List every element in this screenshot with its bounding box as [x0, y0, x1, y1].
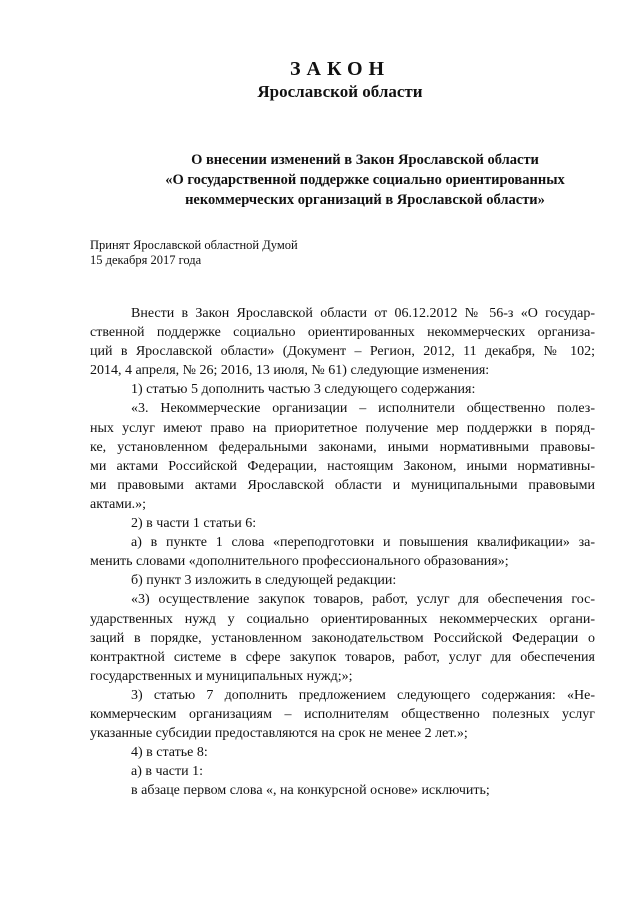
- adoption-body: Принят Ярославской областной Думой: [90, 238, 298, 252]
- law-heading: ЗАКОН: [289, 58, 391, 80]
- region-heading: Ярославской области: [257, 82, 423, 101]
- body-line: ми актами Российской Федерации, настоящим Законом, иными нормативны-: [90, 458, 595, 474]
- adoption-date: 15 декабря 2017 года: [90, 253, 202, 267]
- body-line: государственных и муниципальных нужд;»;: [90, 668, 353, 684]
- body-line: указанные субсидии предоставляются на срок не менее 2 лет.»;: [90, 726, 468, 742]
- adoption-note: [90, 238, 298, 268]
- body-line: 4) в статье 8:: [131, 745, 208, 761]
- body-line: в абзаце первом слова «, на конкурсной основе» исключить;: [131, 783, 490, 799]
- law-title-line: некоммерческих организаций в Ярославской области»: [185, 192, 545, 208]
- body-line: а) в части 1:: [131, 764, 203, 780]
- body-line: «3) осуществление закупок товаров, работ, услуг для обеспечения гос-: [131, 592, 595, 608]
- body-line: б) пункт 3 изложить в следующей редакции:: [131, 573, 397, 589]
- body-line: заций в порядке, установленном законодательством Российской Федерации о: [90, 630, 595, 646]
- body-line: а) в пункте 1 слова «переподготовки и повышения квалификации» за-: [131, 535, 595, 551]
- body-line: 2) в части 1 статьи 6:: [131, 516, 257, 532]
- body-line: Внести в Закон Ярославской области от 06.12.2012 № 56-з «О государ-: [131, 306, 595, 321]
- body-line: ственной поддержке социально ориентированных некоммерческих организа-: [90, 325, 595, 341]
- body-line: ных услуг имеют право на приоритетное получение мер поддержки в поряд-: [90, 420, 595, 436]
- body-line: ударственных нужд у социально ориентированных некоммерческих органи-: [90, 611, 595, 627]
- body-line: коммерческим организациям – исполнителям общественно полезных услуг: [90, 706, 595, 722]
- law-body: [90, 304, 595, 800]
- body-line: ций в Ярославской области» (Документ – Регион, 2012, 11 декабря, № 102;: [90, 344, 595, 360]
- body-line: актами.»;: [90, 496, 147, 512]
- body-line: менить словами «дополнительного профессионального образования»;: [90, 554, 509, 570]
- law-title-line: «О государственной поддержке социально ориентированных: [165, 172, 565, 188]
- body-line: 2014, 4 апреля, № 26; 2016, 13 июля, № 61) следующие изменения:: [90, 363, 490, 379]
- body-line: ми правовыми актами Ярославской области и муниципальными правовыми: [90, 477, 595, 493]
- body-line: 1) статью 5 дополнить частью 3 следующего содержания:: [131, 382, 476, 398]
- law-title: [130, 150, 600, 210]
- law-title-line: О внесении изменений в Закон Ярославской области: [191, 152, 539, 168]
- body-line: ке, установленном федеральными законами, иными нормативными правовы-: [90, 439, 595, 455]
- body-line: «3. Некоммерческие организации – исполнители общественно полез-: [131, 401, 595, 417]
- body-line: 3) статью 7 дополнить предложением следующего содержания: «Не-: [131, 687, 595, 703]
- body-line: контрактной системе в сфере закупок товаров, работ, услуг для обеспечения: [90, 649, 595, 665]
